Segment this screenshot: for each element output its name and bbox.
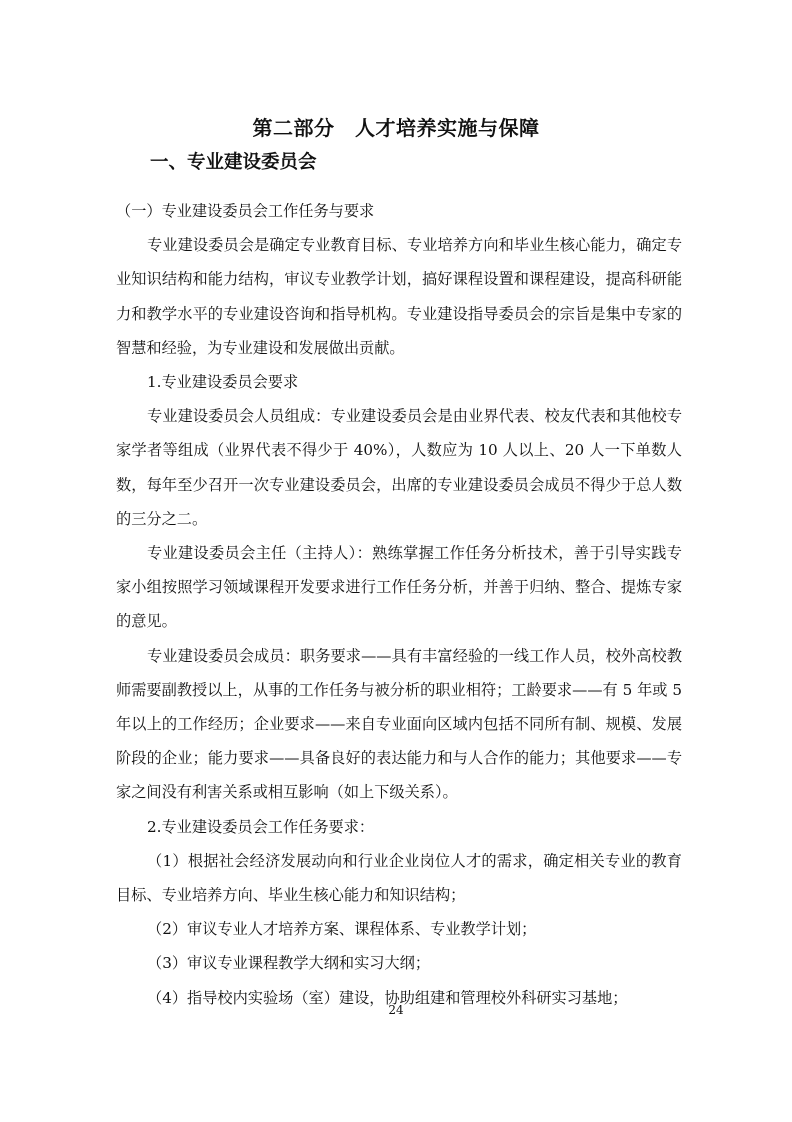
section-title: 一、专业建设委员会 xyxy=(150,152,317,173)
paragraph: 专业建设委员会人员组成：专业建设委员会是由业界代表、校友代表和其他校专家学者等组成（业界代表不得少于 40%），人数应为 10 人以上、20 人一下单数人数，每年至少召开一次专业建设委员会，出席的专业建设委员会成员不得少于总人数的三分之二。 xyxy=(116,407,682,528)
part-title: 第二部分 人才培养实施与保障 xyxy=(252,116,540,140)
document-body xyxy=(116,194,682,1015)
paragraph: 专业建设委员会主任（主持人）：熟练掌握工作任务分析技术，善于引导实践专家小组按照学习领域课程开发要求进行工作任务分析，并善于归纳、整合、提炼专家的意见。 xyxy=(116,544,682,631)
list-item: （2）审议专业人才培养方案、课程体系、专业教学计划； xyxy=(147,920,537,939)
list-item: （1）根据社会经济发展动向和行业企业岗位人才的需求，确定相关专业的教育目标、专业培养方向、毕业生核心能力和知识结构； xyxy=(116,851,682,905)
paragraph: 专业建设委员会是确定专业教育目标、专业培养方向和毕业生核心能力，确定专业知识结构和能力结构，审议专业教学计划，搞好课程设置和课程建设，提高科研能力和教学水平的专业建设咨询和指导机构。专业建设指导委员会的宗旨是集中专家的智慧和经验，为专业建设和发展做出贡献。 xyxy=(116,236,682,357)
paragraph: 专业建设委员会成员：职务要求——具有丰富经验的一线工作人员，校外高校教师需要副教授以上，从事的工作任务与被分析的职业相符；工龄要求——有 5 年或 5 年以上的工作经历；企业要求——来自专业面向区域内包括不同所有制、规模、发展阶段的企业；能力要求——具备良好的表达能力和与人合作的能力；其他要求——专家之间没有利害关系或相互影响（如上下级关系）。 xyxy=(116,646,682,802)
page-number: 24 xyxy=(388,1003,404,1017)
subheading: 1.专业建设委员会要求 xyxy=(147,373,299,392)
list-item: （4）指导校内实验场（室）建设，协助组建和管理校外科研实习基地； xyxy=(147,988,628,1007)
list-item: （3）审议专业课程教学大纲和实习大纲； xyxy=(147,954,431,973)
subsection-heading: （一）专业建设委员会工作任务与要求 xyxy=(116,202,375,220)
subheading: 2.专业建设委员会工作任务要求： xyxy=(147,817,375,836)
